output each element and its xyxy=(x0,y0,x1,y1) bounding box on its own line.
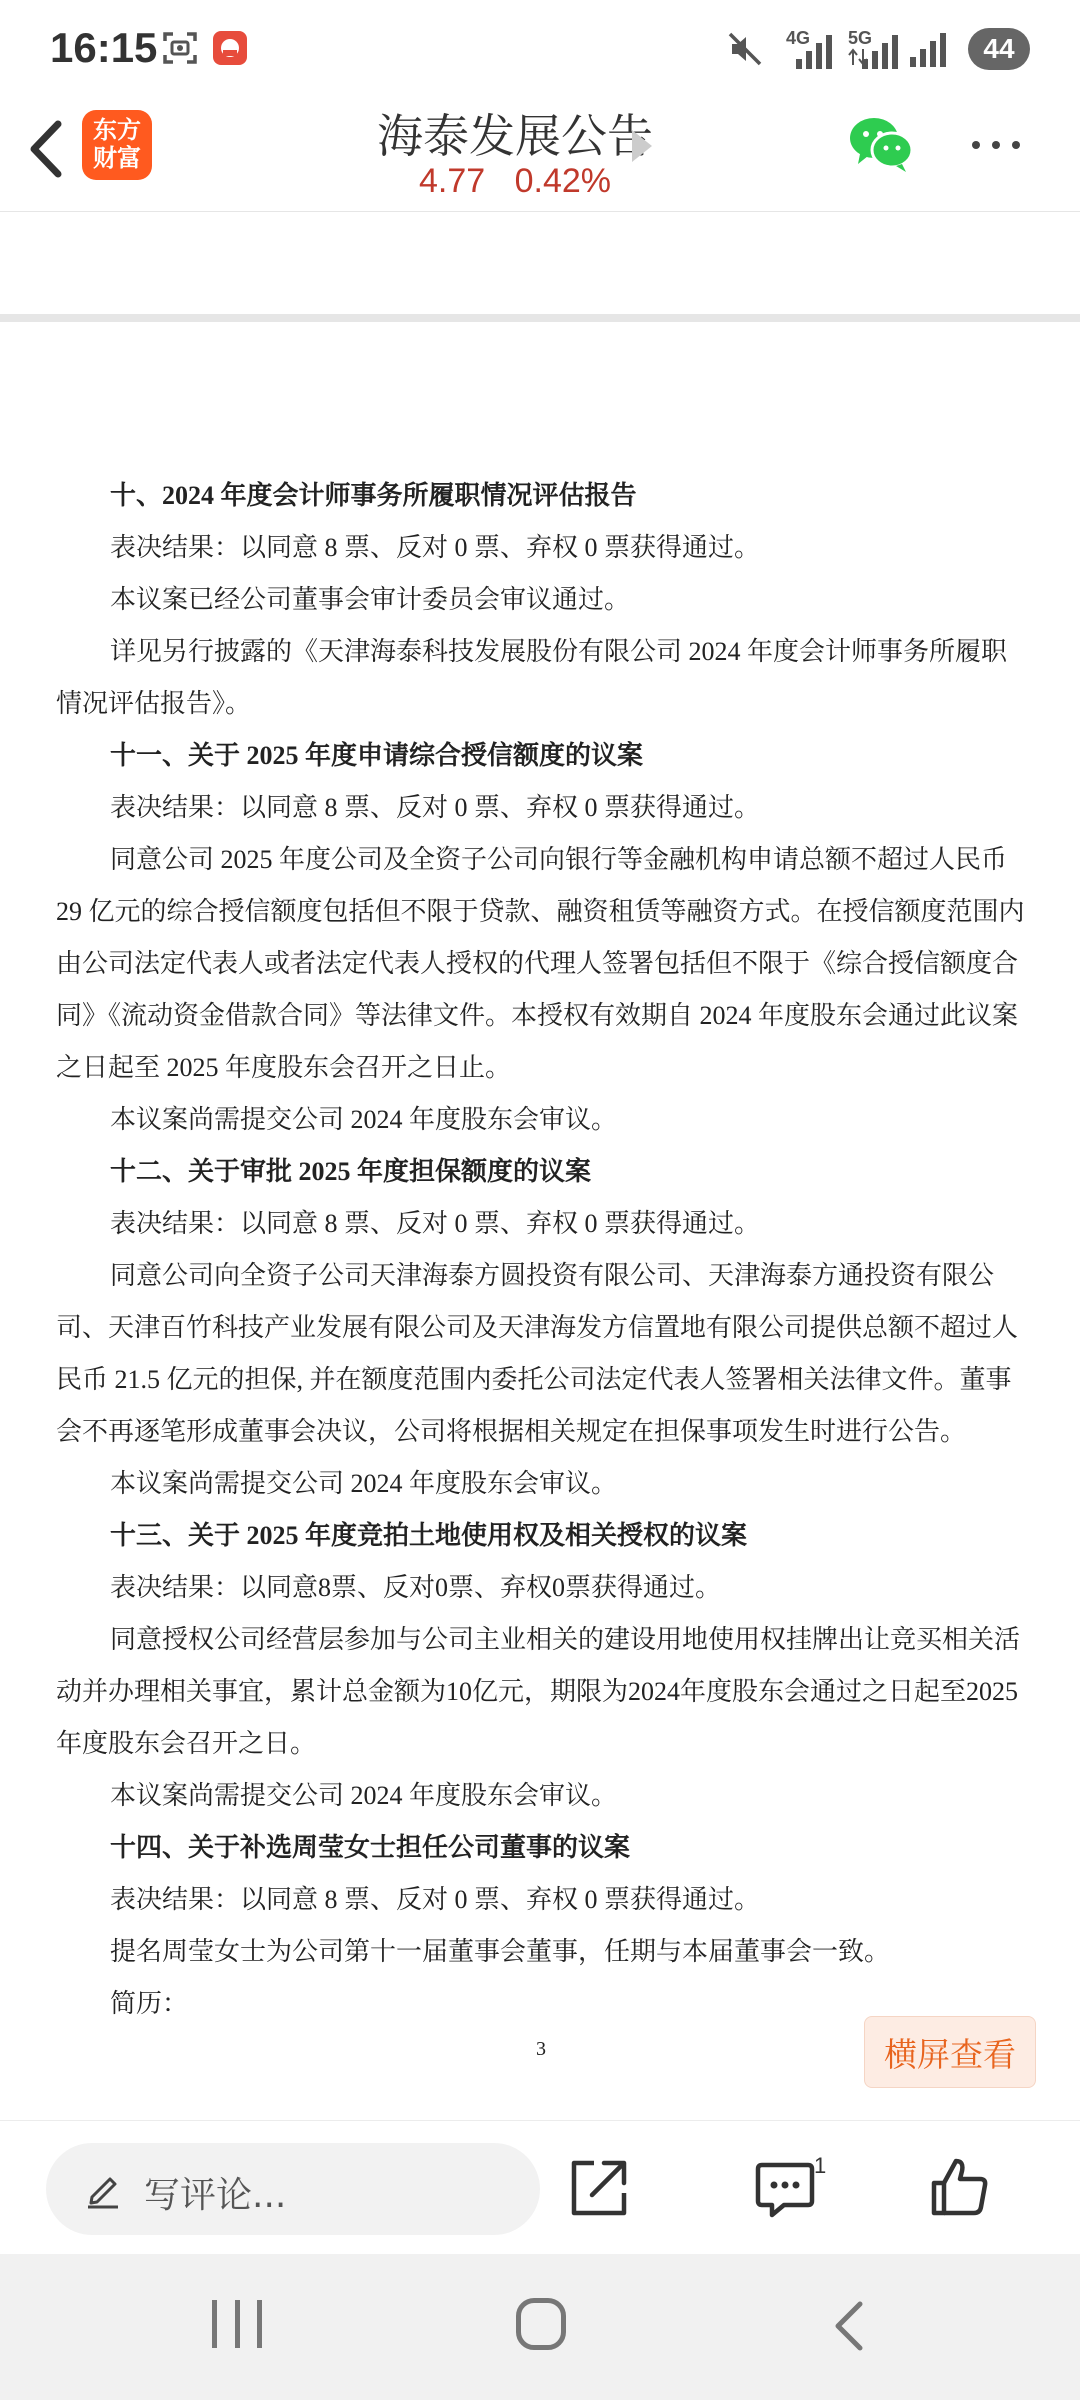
status-indicators xyxy=(726,28,1030,70)
body-paragraph: 同意公司 2025 年度公司及全资子公司向银行等金融机构申请总额不超过人民币 29 亿元的综合授信额度包括但不限于贷款、融资租赁等融资方式。在授信额度范围内由公司法定代表人或者法定代表人授权的代理人签署包括但不限于《综合授信额度合同》《流动资金借款合同》等法律文件。本授权有效期自 2024 年度股东会通过此议案之日起至 2025 年度股东会召开之日止。 xyxy=(56,845,1025,1082)
body-paragraph: 表决结果：以同意 8 票、反对 0 票、弃权 0 票获得通过。 xyxy=(110,1885,761,1914)
eastmoney-logo[interactable]: 东方财富 xyxy=(82,110,152,180)
mute-icon xyxy=(726,30,764,68)
body-paragraph: 同意公司向全资子公司天津海泰方圆投资有限公司、天津海泰方通投资有限公司、天津百竹科技产业发展有限公司及天津海发方信置地有限公司提供总额不超过人民币 21.5 亿元的担保, 并在额度范围内委托公司法定代表人签署相关法律文件。董事会不再逐笔形成董事会决议，公司将根据相关规定在担保事项发生时进行公告。 xyxy=(56,1261,1019,1446)
signal-5g xyxy=(848,29,888,69)
body-paragraph: 同意授权公司经营层参加与公司主业相关的建设用地使用权挂牌出让竞买相关活动并办理相关事宜，累计总金额为10亿元，期限为2024年度股东会通过之日起至2025年度股东会召开之日。 xyxy=(56,1625,1021,1758)
recent-apps-icon[interactable] xyxy=(212,2300,262,2352)
bottom-toolbar xyxy=(0,2120,1080,2254)
page-number: 3 xyxy=(536,2038,546,2060)
section-heading: 十四、关于补选周莹女士担任公司董事的议案 xyxy=(110,1833,631,1862)
body-paragraph: 表决结果：以同意 8 票、反对 0 票、弃权 0 票获得通过。 xyxy=(110,1209,761,1238)
play-triangle-icon[interactable] xyxy=(632,130,652,162)
signal-bars-icon xyxy=(862,33,898,69)
stock-price: 4.77 xyxy=(418,162,486,200)
section-heading: 十、2024 年度会计师事务所履职情况评估报告 xyxy=(110,481,637,510)
page-title: 海泰发展公告 xyxy=(377,109,653,163)
body-paragraph: 本议案尚需提交公司 2024 年度股东会审议。 xyxy=(110,1105,618,1134)
status-bar xyxy=(0,0,1080,100)
message-count: 1 xyxy=(814,2153,827,2178)
status-time: 16:15 xyxy=(50,24,158,71)
more-options-icon[interactable] xyxy=(972,130,1032,160)
body-paragraph: 本议案尚需提交公司 2024 年度股东会审议。 xyxy=(110,1781,618,1810)
comment-input[interactable] xyxy=(46,2143,540,2235)
thumbs-up-icon[interactable] xyxy=(928,2155,992,2219)
landscape-view-button[interactable]: 横屏查看 xyxy=(864,2016,1036,2088)
section-heading: 十二、关于审批 2025 年度担保额度的议案 xyxy=(110,1157,592,1186)
signal-4g xyxy=(786,29,826,69)
app-notification-icon xyxy=(212,30,248,66)
body-paragraph: 表决结果：以同意 8 票、反对 0 票、弃权 0 票获得通过。 xyxy=(110,533,761,562)
body-paragraph: 本议案尚需提交公司 2024 年度股东会审议。 xyxy=(110,1469,618,1498)
screenshot-icon xyxy=(162,30,198,66)
body-paragraph: 简历： xyxy=(110,1989,189,2018)
network-4g-label: 4G xyxy=(786,28,811,48)
body-paragraph: 表决结果：以同意 8 票、反对 0 票、弃权 0 票获得通过。 xyxy=(110,793,761,822)
system-nav-bar xyxy=(0,2254,1080,2400)
body-paragraph: 本议案已经公司董事会审计委员会审议通过。 xyxy=(110,585,631,614)
comment-placeholder: 写评论... xyxy=(144,2175,287,2216)
body-paragraph: 表决结果：以同意8票、反对0票、弃权0票获得通过。 xyxy=(110,1573,722,1602)
section-heading: 十一、关于 2025 年度申请综合授信额度的议案 xyxy=(110,741,644,770)
body-paragraph: 提名周莹女士为公司第十一届董事会董事，任期与本届董事会一致。 xyxy=(110,1937,891,1966)
wechat-icon[interactable] xyxy=(846,114,916,174)
announcement-document xyxy=(56,470,1030,2030)
signal-bars-icon xyxy=(910,31,946,67)
message-icon[interactable] xyxy=(754,2159,816,2219)
network-5g-label: 5G xyxy=(848,28,873,48)
body-paragraph: 详见另行披露的《天津海泰科技发展股份有限公司 2024 年度会计师事务所履职情况评估报告》。 xyxy=(56,637,1008,718)
stock-change: 0.42% xyxy=(514,162,612,200)
section-heading: 十三、关于 2025 年度竞拍土地使用权及相关授权的议案 xyxy=(110,1521,748,1550)
divider xyxy=(0,314,1080,322)
signal-bars-icon xyxy=(796,33,832,69)
nav-back-icon[interactable] xyxy=(826,2300,876,2352)
share-icon[interactable] xyxy=(568,2157,630,2219)
battery-indicator: 44 xyxy=(968,28,1030,70)
app-header xyxy=(0,100,1080,212)
home-icon[interactable] xyxy=(516,2298,566,2350)
pencil-icon xyxy=(84,2169,124,2209)
